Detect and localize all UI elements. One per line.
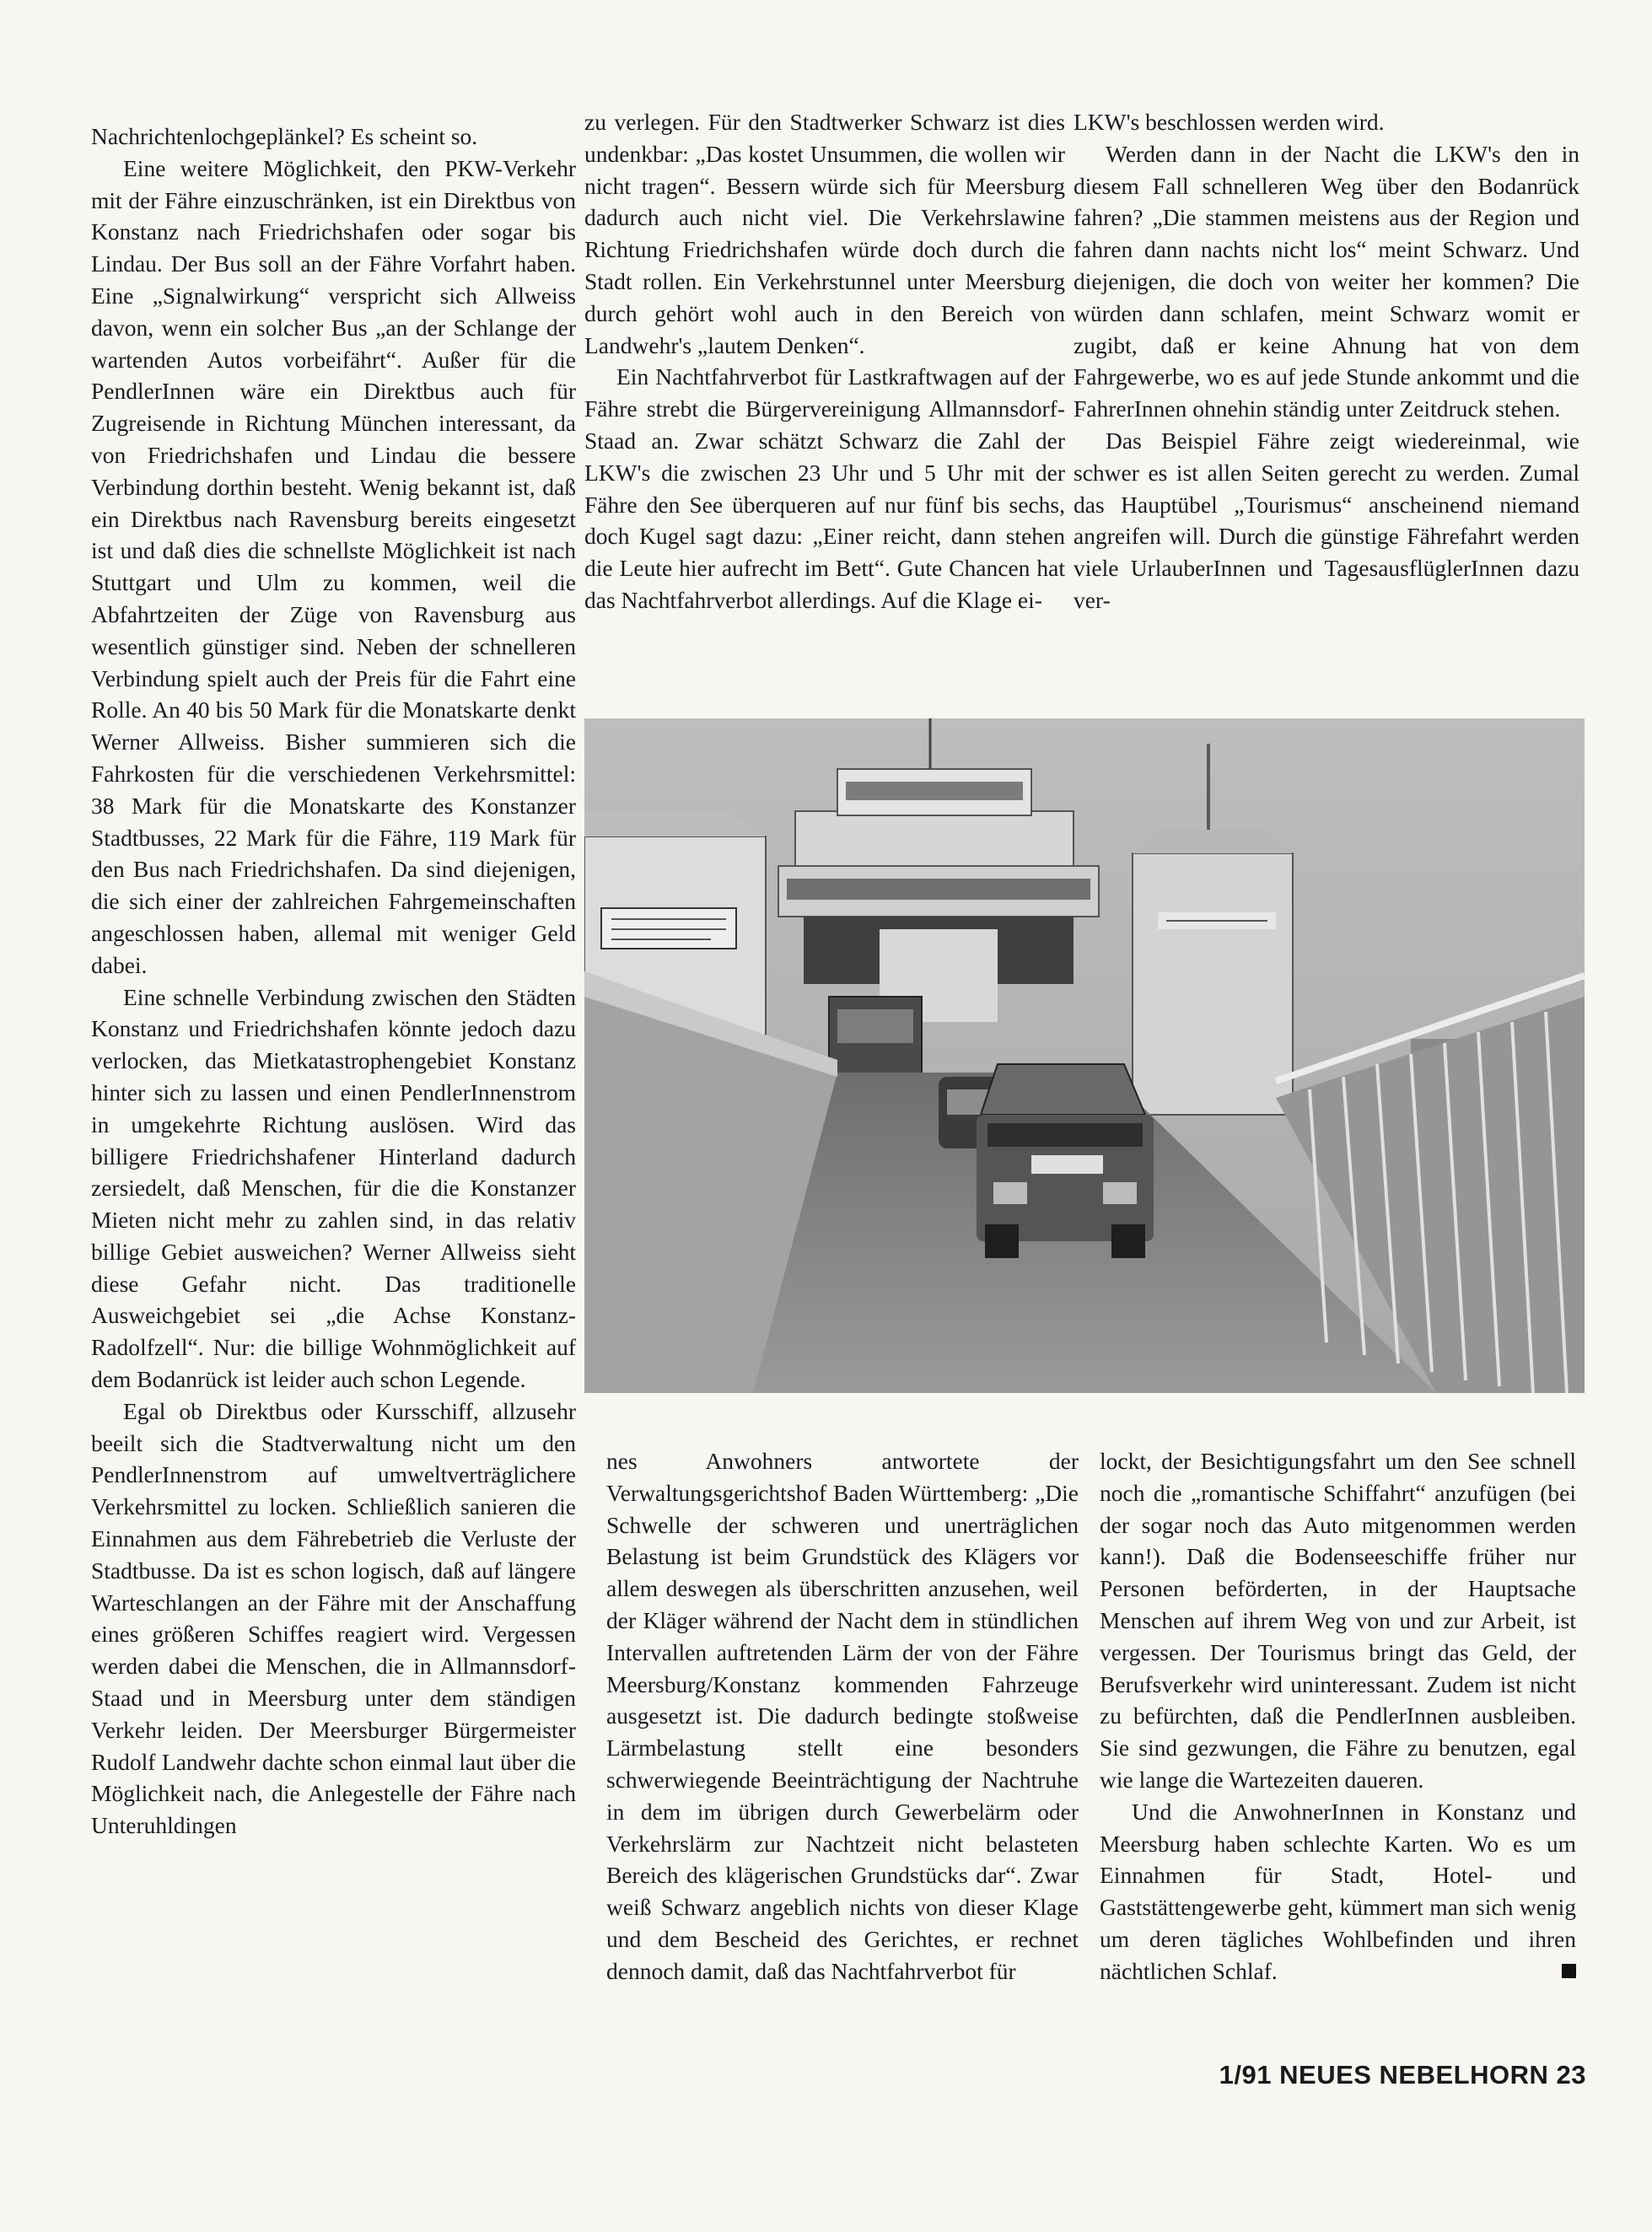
ferry-landing-illustration xyxy=(584,718,1585,1393)
page-number: 23 xyxy=(1556,2060,1586,2089)
paragraph: Eine schnelle Verbindung zwischen den Städten Konstanz und Friedrichshafen könnte jedoch dazu verlocken, das Mietkatastrophengebiet Konstanz hinter sich zu lassen und einen PendlerInnenstrom in umgekehrte Richtung auslösen. Wird das billigere Friedrichshafener Hinterland dadurch zersiedelt, daß Menschen, für die die Konstanzer Mieten nicht mehr zu zahlen sind, in das relativ billige Gebiet ausweichen? Werner Allweiss sieht diese Gefahr nicht. Das traditionelle Ausweichgebiet sei „die Achse Konstanz-Radolfzell“. Nur: die billige Wohnmöglichkeit auf dem Bodanrück ist leider auch schon Legende. xyxy=(91,983,576,1393)
paragraph: Ein Nachtfahrverbot für Lastkraftwagen auf der Fähre strebt die Bürgervereinigung Allmannsdorf-Staad an. Zwar schätzt Schwarz die Zahl der LKW's die zwischen 23 Uhr und 5 Uhr mit der Fähre den See überqueren auf nur fünf bis sechs, doch Kugel sagt dazu: „Einer reicht, dann stehen die Leute hier aufrecht im Bett“. Gute Chancen hat das Nachtfahrverbot allerdings. Auf die Klage ei- xyxy=(584,363,1065,613)
paragraph: zu verlegen. Für den Stadtwerker Schwarz ist dies undenkbar: „Das kostet Unsummen, die wollen wir nicht tragen“. Bessern würde sich für Meersburg dadurch auch nicht viel. Die Verkehrslawine Richtung Friedrichshafen würde doch durch die Stadt rollen. Ein Verkehrstunnel unter Meersburg durch gehört wohl auch in den Bereich von Landwehr's „lautem Denken“. xyxy=(584,109,1065,358)
paragraph: Das Beispiel Fähre zeigt wiedereinmal, wie schwer es ist allen Seiten gerecht zu werden. Zumal das Hauptübel „Tourismus“ anscheinend niemand angreifen will. Durch die günstige Fährefahrt werden viele UrlauberInnen und TagesausflüglerInnen dazu ver- xyxy=(1074,427,1579,613)
paragraph: Eine weitere Möglichkeit, den PKW-Verkehr mit der Fähre einzuschränken, ist ein Direktbus von Konstanz nach Friedrichshafen oder sogar bis Lindau. Der Bus soll an der Fähre Vorfahrt haben. Eine „Signalwirkung“ verspricht sich Allweiss davon, wenn ein solcher Bus „an der Schlange der wartenden Autos vorbeifährt“. Außer für die PendlerInnen wäre ein Direktbus auch für Zugreisende in Richtung München interessant, da von Friedrichshafen und Lindau die bessere Verbindung dorthin besteht. Wenig bekannt ist, daß ein Direktbus nach Ravensburg bereits eingesetzt ist und daß dies die schnellste Möglichkeit ist nach Stuttgart und Ulm zu kommen, weil die Abfahrtzeiten der Züge von Ravensburg aus wesentlich günstiger sind. Neben der schnelleren Verbindung spielt auch der Preis für die Fahrt eine Rolle. An 40 bis 50 Mark für die Monatskarte denkt Werner Allweiss. Bisher summieren sich die Fahrkosten für die verschiedenen Verkehrsmittel: 38 Mark für die Monatskarte des Konstanzer Stadtbusses, 22 Mark für die Fähre, 119 Mark für den Bus nach Friedrichshafen. Da sind diejenigen, die sich einer der zahlreichen Fahrgemeinschaften angeschlossen haben, allemal mit weniger Geld dabei. xyxy=(91,154,576,978)
paragraph: nes Anwohners antwortete der Verwaltungsgerichtshof Baden Württemberg: „Die Schwelle der schweren und unerträglichen Belastung ist beim Grundstück des Klägers vor allem deswegen als überschritten anzusehen, weil der Kläger während der Nacht dem in stündlichen Intervallen auftretenden Lärm der von der Fähre Meersburg/Konstanz kommenden Fahrzeuge ausgesetzt ist. Die dadurch bedingte stoßweise Lärmbelastung stellt eine besonders schwerwiegende Beeinträchtigung der Nachtruhe in dem im übrigen durch Gewerbelärm oder Verkehrslärm zur Nachtzeit nicht belasteten Bereich des klägerischen Grundstücks dar“. Zwar weiß Schwarz angeblich nichts von dieser Klage und dem Bescheid des Gerichtes, er rechnet dennoch damit, daß das Nachtfahrverbot für xyxy=(606,1448,1079,1984)
column-3 xyxy=(1074,106,1579,616)
column-3-lower xyxy=(1100,1445,1576,1987)
magazine-name: NEUES NEBELHORN xyxy=(1279,2060,1549,2089)
column-1 xyxy=(91,121,576,1842)
column-2-lower xyxy=(606,1445,1079,1987)
paragraph: Egal ob Direktbus oder Kursschiff, allzusehr beeilt sich die Stadtverwaltung nicht um den PendlerInnenstrom auf umweltverträglichere Verkehrsmittel zu locken. Schließlich sanieren die Einnahmen aus dem Fährebetrieb die Verluste der Stadtbusse. Da ist es schon logisch, daß auf längere Warteschlangen an der Fähre mit der Anschaffung eines größeren Schiffes reagiert wird. Vergessen werden dabei die Menschen, die in Allmannsdorf-Staad und in Meersburg unter dem ständigen Verkehr leiden. Der Meersburger Bürgermeister Rudolf Landwehr dachte schon einmal laut über die Möglichkeit nach, die Anlegestelle der Fähre nach Unteruhldingen xyxy=(91,1397,576,1839)
column-2 xyxy=(584,106,1065,616)
end-of-article-mark xyxy=(1562,1964,1576,1978)
paragraph xyxy=(1100,1796,1576,1987)
paragraph: Nachrichtenlochgeplänkel? Es scheint so. xyxy=(91,123,478,149)
paragraph: lockt, der Besichtigungsfahrt um den See schnell noch die „romantische Schiffahrt“ anzufügen (bei der sogar noch das Auto mitgenommen werden kann!). Daß die Bodenseeschiffe früher nur Personen beförderten, in der Hauptsache Menschen auf ihrem Weg von und zur Arbeit, ist vergessen. Der Tourismus bringt das Geld, der Berufsverkehr wird uninteressant. Zudem ist nicht zu befürchten, daß die PendlerInnen ausbleiben. Sie sind gezwungen, die Fähre zu benutzen, egal wie lange die Wartezeiten daueren. xyxy=(1100,1448,1576,1793)
issue-number: 1/91 xyxy=(1219,2060,1272,2089)
page-footer xyxy=(1219,2060,1586,2090)
paragraph: Werden dann in der Nacht die LKW's den in diesem Fall schnelleren Weg über den Bodanrück fahren? „Die stammen meistens aus der Region und fahren dann nachts nicht los“ meint Schwarz. Und diejenigen, die doch von weiter her kommen? Die würden dann schlafen, meint Schwarz womit er zugibt, daß er keine Ahnung hat von dem Fahrgewerbe, wo es auf jede Stunde ankommt und die FahrerInnen ohnehin ständig unter Zeitdruck stehen. xyxy=(1074,140,1579,422)
paragraph-text: Und die AnwohnerInnen in Konstanz und Meersburg haben schlechte Karten. Wo es um Einnahmen für Stadt, Hotel- und Gaststättengewerbe geht, kümmert man sich wenig um deren tägliches Wohlbefinden und ihren nächtlichen Schlaf. xyxy=(1100,1798,1576,1984)
ferry-photo xyxy=(584,718,1585,1393)
paragraph: LKW's beschlossen werden wird. xyxy=(1074,109,1385,135)
